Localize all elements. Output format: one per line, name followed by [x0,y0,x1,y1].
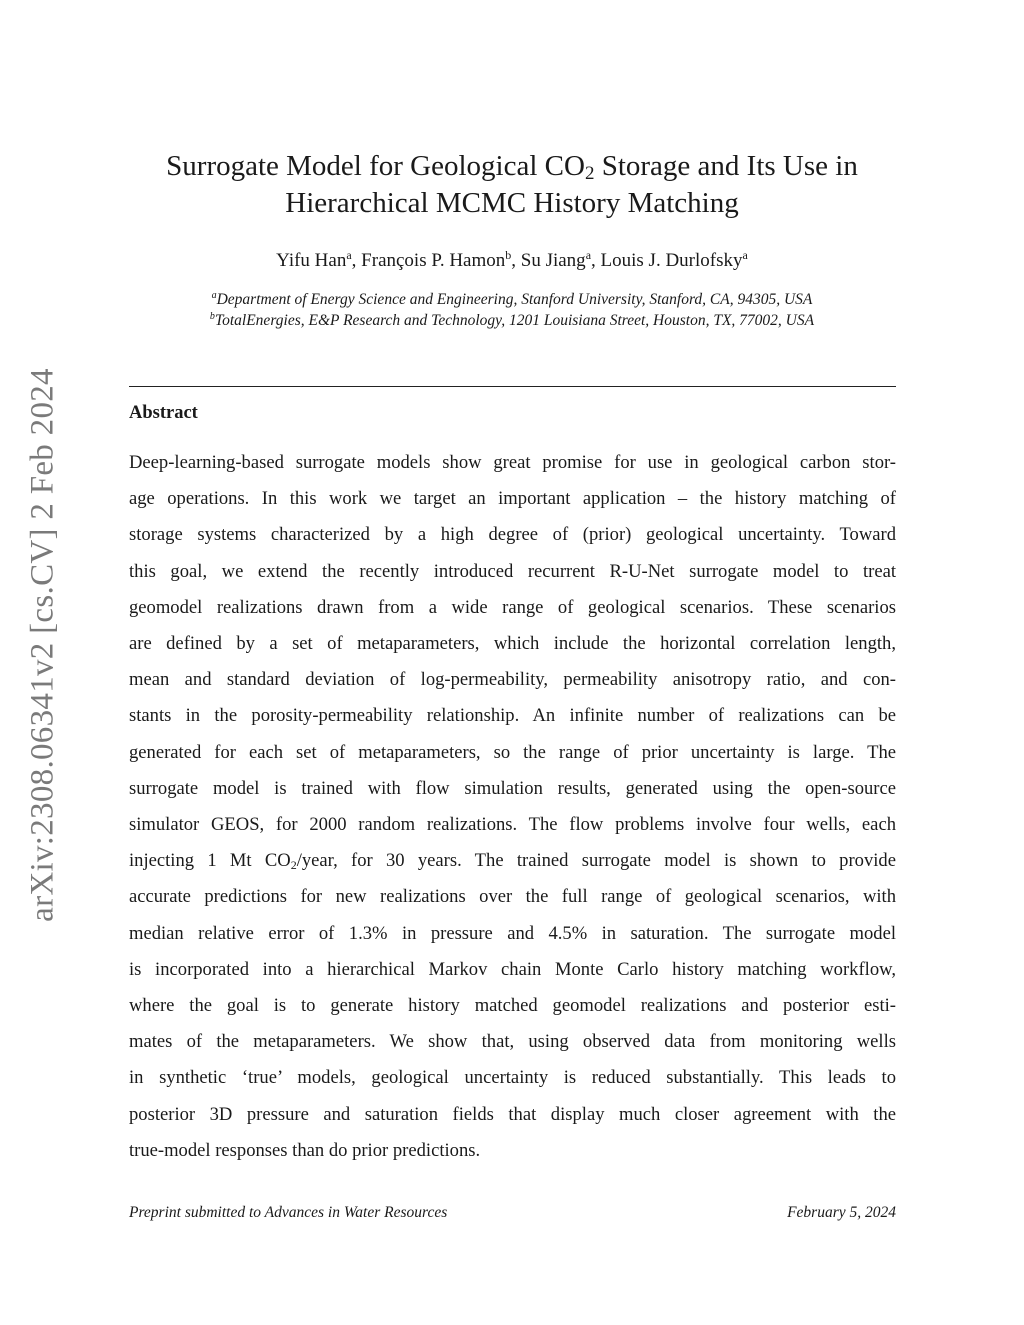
footer-date: February 5, 2024 [787,1204,896,1221]
author-affiliation-mark: a [742,248,748,262]
abstract-line: mates of the metaparameters. We show that, using observed data from monitoring wells [129,1031,896,1053]
abstract-line: true-model responses than do prior predictions. [129,1139,481,1161]
abstract-line: stants in the porosity-permeability relationship. An infinite number of realizations can be [129,705,896,727]
abstract-line: storage systems characterized by a high degree of (prior) geological uncertainty. Toward [129,524,896,546]
title-line-1-post: Storage and Its Use in [594,150,858,182]
co2-line-pre: injecting 1 Mt CO [129,850,291,872]
affiliations [100,289,924,331]
affiliation-text: TotalEnergies, E&P Research and Technology, 1201 Louisiana Street, Houston, TX, 77002, USA [214,312,815,329]
abstract-line: surrogate model is trained with flow simulation results, generated using the open-source [129,777,896,799]
abstract-line: in synthetic ‘true’ models, geological uncertainty is reduced substantially. This leads to [129,1067,896,1089]
abstract-line: Deep-learning-based surrogate models show great promise for use in geological carbon stor- [129,452,896,473]
abstract-line: geomodel realizations drawn from a wide range of geological scenarios. These scenarios [129,596,896,618]
co2-line-post: /year, for 30 years. The trained surrogate model is shown to provide [296,850,896,872]
abstract-line: this goal, we extend the recently introduced recurrent R-U-Net surrogate model to treat [129,560,896,582]
title-line-2: Hierarchical MCMC History Matching [285,187,739,219]
affiliation-mark: a [211,290,217,301]
author-name: Yifu Han [276,250,347,271]
title-line-1-pre: Surrogate Model for Geological CO [166,150,585,182]
author-affiliation-mark: b [505,248,512,262]
author-name: Su Jiang [520,250,586,271]
abstract-line: are defined by a set of metaparameters, which include the horizontal correlation length, [129,633,896,655]
author-affiliation-mark: a [585,248,592,262]
horizontal-rule [129,386,896,387]
abstract-line-co2 [129,843,896,879]
author-name: François P. Hamon [361,250,506,271]
abstract-line: mean and standard deviation of log-permeability, permeability anisotropy ratio, and con- [129,669,896,691]
abstract-line: is incorporated into a hierarchical Markov chain Monte Carlo history matching workflow, [129,958,896,980]
title-line-1 [100,148,924,185]
footer-preprint-note: Preprint submitted to Advances in Water Resources [129,1204,448,1221]
affiliation-line [100,289,924,310]
abstract-heading: Abstract [129,403,198,423]
author-list: Yifu Han$^a$, François P. Hamon$^b$, Su Jiang$^a$, Louis J. Durlofsky$^a$ [276,248,748,271]
abstract-line: where the goal is to generate history matched geomodel realizations and posterior esti- [129,995,896,1017]
author-affiliation-mark: a [346,248,352,262]
abstract-line: simulator GEOS, for 2000 random realizations. The flow problems involve four wells, each [129,814,896,836]
abstract-line: generated for each set of metaparameters, so the range of prior uncertainty is large. The [129,741,896,763]
title-subscript: 2 [584,163,595,184]
affiliation-line [100,310,924,331]
abstract-line: accurate predictions for new realizations over the full range of geological scenarios, with [129,886,896,908]
paper-title [100,148,924,222]
affiliation-mark: b [209,311,215,322]
arxiv-identifier: arXiv:2308.06341v2 [cs.CV] 2 Feb 2024 [24,368,61,922]
abstract-body [129,445,896,1169]
abstract-line: posterior 3D pressure and saturation fields that display much closer agreement with the [129,1103,896,1125]
arxiv-side-stamp [24,360,61,930]
abstract-line: age operations. In this work we target an important application – the history matching of [129,488,896,510]
abstract-line: median relative error of 1.3% in pressure and 4.5% in saturation. The surrogate model [129,922,896,944]
co2-subscript: 2 [290,858,297,873]
author-name: Louis J. Durlofsky [600,250,743,271]
affiliation-text: Department of Energy Science and Engineering, Stanford University, Stanford, CA, 94305, USA [216,291,813,308]
